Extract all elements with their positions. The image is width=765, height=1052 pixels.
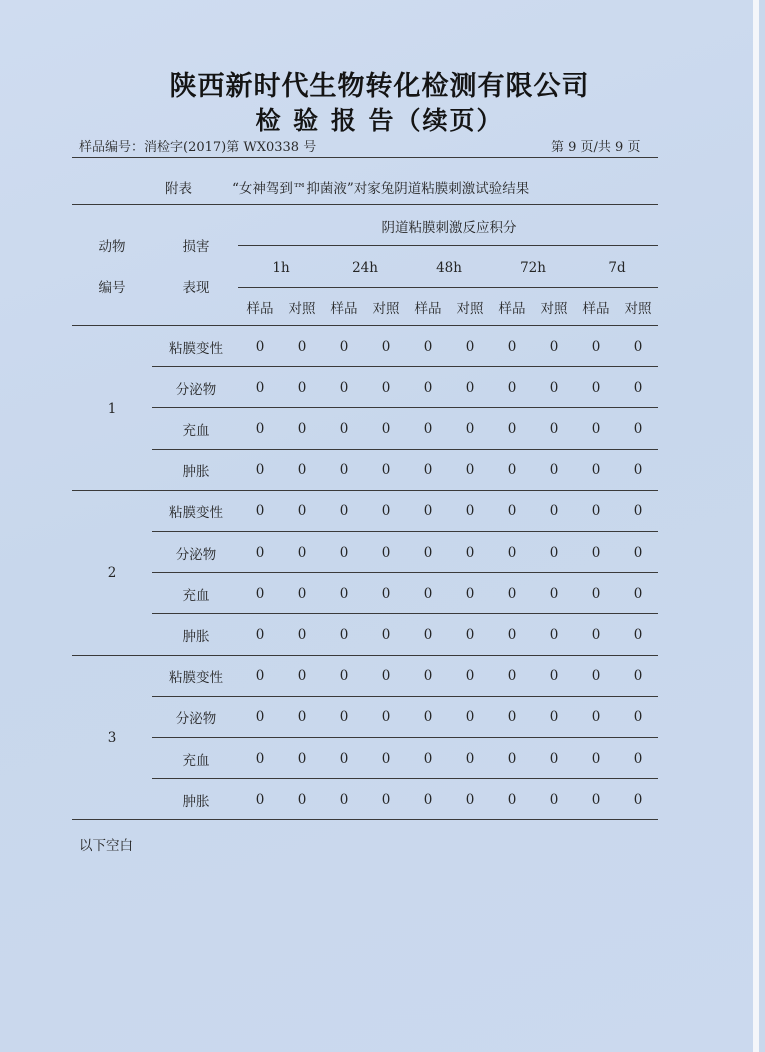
score-value: 0 [297, 709, 307, 726]
score-value: 0 [591, 503, 601, 520]
col-damage-label: 表现 [182, 280, 210, 296]
score-value: 0 [297, 791, 307, 808]
score-value: 0 [255, 503, 265, 520]
col-animal-label: 编号 [98, 280, 126, 296]
table-top-rule [72, 204, 658, 205]
score-value: 0 [339, 379, 349, 396]
damage-label: 肿胀 [182, 793, 210, 810]
damage-label: 充血 [182, 423, 210, 439]
score-value: 0 [339, 338, 349, 355]
score-value: 0 [591, 709, 601, 726]
score-value: 0 [465, 462, 475, 479]
score-value: 0 [507, 668, 517, 685]
score-value: 0 [297, 338, 307, 355]
score-value: 0 [465, 791, 475, 808]
score-value: 0 [381, 421, 391, 437]
score-value: 0 [549, 338, 559, 355]
score-value: 0 [507, 379, 517, 396]
score-value: 0 [591, 462, 601, 479]
score-value: 0 [423, 791, 433, 808]
damage-label: 分泌物 [175, 381, 217, 398]
row-rule [152, 778, 658, 779]
score-value: 0 [507, 750, 517, 767]
score-value: 0 [465, 379, 475, 396]
score-value: 0 [255, 338, 265, 355]
timepoint-rule [238, 287, 658, 288]
score-value: 0 [633, 627, 643, 643]
score-value: 0 [549, 791, 559, 808]
score-value: 0 [591, 338, 601, 355]
damage-label: 分泌物 [175, 546, 217, 563]
score-value: 0 [297, 585, 307, 602]
score-value: 0 [297, 379, 307, 396]
table-caption: “女神驾到™抑菌液”对家兔阴道粘膜刺激试验结果 [232, 181, 530, 197]
score-value: 0 [255, 585, 265, 602]
score-value: 0 [255, 668, 265, 685]
timepoint-header: 7d [608, 260, 626, 276]
damage-label: 充血 [182, 752, 210, 769]
score-value: 0 [549, 709, 559, 726]
subcol-header: 样品 [414, 301, 442, 317]
score-value: 0 [339, 709, 349, 726]
damage-label: 肿胀 [182, 464, 210, 481]
score-value: 0 [339, 544, 349, 561]
score-value: 0 [381, 544, 391, 561]
subcol-header: 样品 [246, 301, 274, 317]
score-value: 0 [549, 544, 559, 561]
row-rule [152, 737, 658, 738]
row-rule [152, 366, 658, 367]
score-value: 0 [255, 379, 265, 396]
score-value: 0 [549, 750, 559, 767]
group-header: 阴道粘膜刺激反应积分 [381, 220, 517, 236]
subcol-header: 对照 [372, 301, 400, 317]
score-value: 0 [297, 544, 307, 561]
damage-label: 充血 [182, 587, 210, 604]
score-value: 0 [465, 585, 475, 602]
score-value: 0 [507, 503, 517, 520]
row-rule [152, 531, 658, 532]
score-value: 0 [381, 503, 391, 520]
score-value: 0 [381, 379, 391, 396]
score-value: 0 [339, 750, 349, 767]
score-value: 0 [591, 379, 601, 396]
score-value: 0 [255, 791, 265, 808]
score-value: 0 [255, 462, 265, 479]
score-value: 0 [465, 709, 475, 726]
score-value: 0 [633, 338, 643, 355]
score-value: 0 [591, 627, 601, 643]
timepoint-header: 72h [520, 260, 546, 276]
score-value: 0 [633, 503, 643, 520]
score-value: 0 [423, 585, 433, 602]
score-value: 0 [423, 750, 433, 767]
score-value: 0 [549, 585, 559, 602]
subcol-header: 样品 [498, 301, 526, 317]
score-value: 0 [507, 544, 517, 561]
sample-number: 样品编号：消检字(2017)第 WX0338 号 [79, 140, 317, 155]
score-value: 0 [423, 709, 433, 726]
damage-label: 分泌物 [175, 711, 217, 728]
score-value: 0 [633, 750, 643, 767]
score-value: 0 [507, 709, 517, 726]
page-number: 第 9 页/共 9 页 [551, 140, 641, 155]
score-value: 0 [465, 503, 475, 520]
row-rule [152, 449, 658, 450]
score-value: 0 [507, 421, 517, 437]
group-rule [72, 655, 658, 656]
score-value: 0 [633, 421, 643, 437]
score-value: 0 [423, 668, 433, 685]
score-value: 0 [339, 668, 349, 685]
score-value: 0 [465, 627, 475, 643]
score-value: 0 [507, 791, 517, 808]
row-rule [152, 696, 658, 697]
score-value: 0 [255, 544, 265, 561]
score-value: 0 [297, 421, 307, 437]
damage-label: 肿胀 [182, 629, 210, 645]
row-rule [152, 572, 658, 573]
score-value: 0 [591, 791, 601, 808]
subcol-header: 样品 [330, 301, 358, 317]
animal-id: 3 [107, 729, 117, 746]
score-value: 0 [255, 421, 265, 437]
score-value: 0 [591, 421, 601, 437]
score-value: 0 [549, 379, 559, 396]
subcol-header: 对照 [456, 301, 484, 317]
group-rule [72, 490, 658, 491]
animal-id: 2 [107, 565, 117, 582]
score-value: 0 [339, 503, 349, 520]
group-rule [72, 819, 658, 820]
score-value: 0 [339, 627, 349, 643]
score-value: 0 [465, 750, 475, 767]
timepoint-header: 1h [272, 260, 290, 276]
subcol-header: 对照 [624, 301, 652, 317]
score-value: 0 [465, 668, 475, 685]
animal-id: 1 [107, 400, 117, 417]
score-value: 0 [633, 379, 643, 396]
damage-label: 粘膜变性 [169, 505, 223, 522]
score-value: 0 [549, 503, 559, 520]
score-value: 0 [255, 709, 265, 726]
col-damage-label: 损害 [182, 239, 210, 255]
score-value: 0 [423, 338, 433, 355]
score-value: 0 [633, 585, 643, 602]
header-bottom-rule [72, 325, 658, 326]
timepoint-header: 24h [352, 260, 378, 276]
score-value: 0 [339, 462, 349, 479]
score-value: 0 [591, 544, 601, 561]
table-caption-prefix: 附表 [165, 181, 192, 197]
score-value: 0 [381, 338, 391, 355]
score-value: 0 [591, 750, 601, 767]
score-value: 0 [297, 462, 307, 479]
row-rule [152, 407, 658, 408]
group-header-rule [238, 245, 658, 246]
score-value: 0 [549, 668, 559, 685]
score-value: 0 [549, 421, 559, 437]
score-value: 0 [423, 627, 433, 643]
score-value: 0 [339, 421, 349, 437]
score-value: 0 [507, 627, 517, 643]
report-title: 检 验 报 告（续页） [255, 106, 504, 135]
row-rule [152, 613, 658, 614]
score-value: 0 [633, 462, 643, 479]
score-value: 0 [381, 585, 391, 602]
score-value: 0 [423, 421, 433, 437]
damage-label: 粘膜变性 [169, 670, 223, 687]
subcol-header: 样品 [582, 301, 610, 317]
score-value: 0 [549, 627, 559, 643]
score-value: 0 [297, 627, 307, 643]
score-value: 0 [549, 462, 559, 479]
col-animal-label: 动物 [98, 239, 126, 255]
score-value: 0 [423, 544, 433, 561]
score-value: 0 [423, 503, 433, 520]
score-value: 0 [507, 338, 517, 355]
score-value: 0 [297, 668, 307, 685]
score-value: 0 [465, 421, 475, 437]
score-value: 0 [297, 503, 307, 520]
score-value: 0 [591, 585, 601, 602]
score-value: 0 [465, 338, 475, 355]
score-value: 0 [381, 668, 391, 685]
score-value: 0 [465, 544, 475, 561]
subcol-header: 对照 [540, 301, 568, 317]
score-value: 0 [633, 544, 643, 561]
score-value: 0 [381, 462, 391, 479]
score-value: 0 [423, 462, 433, 479]
score-value: 0 [381, 627, 391, 643]
score-value: 0 [591, 668, 601, 685]
score-value: 0 [633, 709, 643, 726]
score-value: 0 [339, 585, 349, 602]
score-value: 0 [633, 668, 643, 685]
score-value: 0 [381, 750, 391, 767]
score-value: 0 [255, 627, 265, 643]
score-value: 0 [381, 709, 391, 726]
score-value: 0 [339, 791, 349, 808]
score-value: 0 [423, 379, 433, 396]
score-value: 0 [381, 791, 391, 808]
score-value: 0 [297, 750, 307, 767]
score-value: 0 [255, 750, 265, 767]
score-value: 0 [507, 585, 517, 602]
damage-label: 粘膜变性 [169, 340, 223, 357]
timepoint-header: 48h [436, 260, 462, 276]
subcol-header: 对照 [288, 301, 316, 317]
score-value: 0 [507, 462, 517, 479]
score-value: 0 [633, 791, 643, 808]
company-title: 陕西新时代生物转化检测有限公司 [169, 71, 590, 102]
blank-note: 以下空白 [79, 838, 133, 854]
